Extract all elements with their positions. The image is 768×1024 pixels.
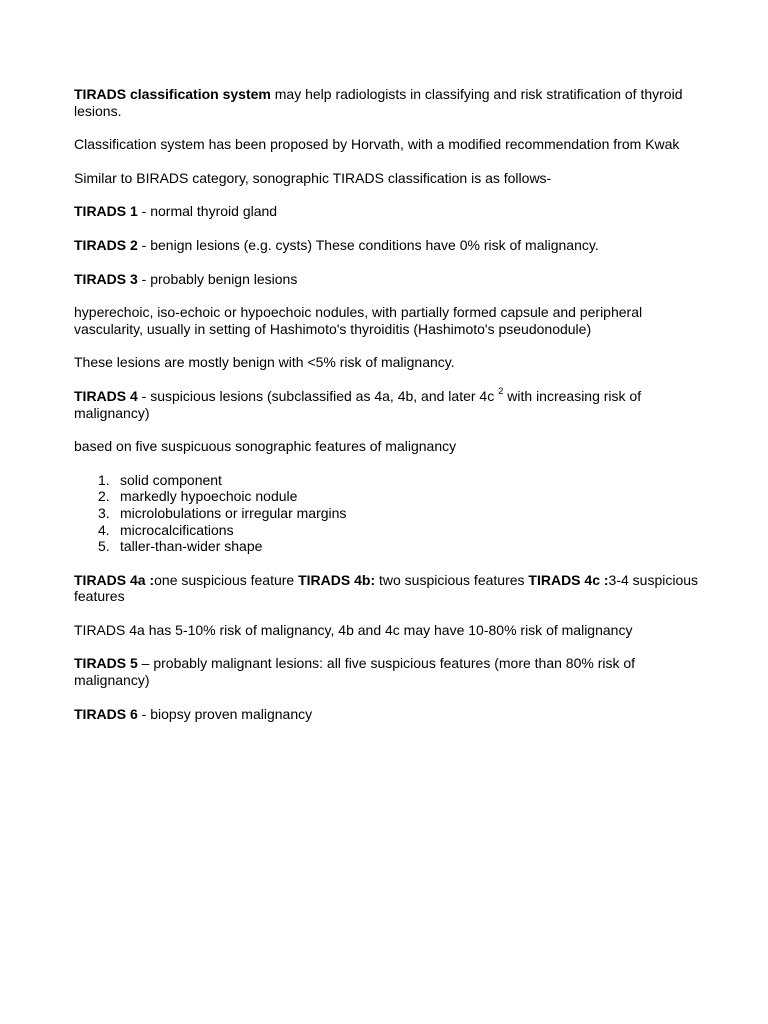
list-item-number: 5.: [98, 538, 110, 555]
tirads4c-text: 3-4 suspicious features: [74, 571, 699, 605]
tirads4b-label: TIRADS 4b:: [298, 571, 376, 588]
tirads4a-text: one suspicious feature: [154, 571, 299, 588]
list-item-text: microlobulations or irregular margins: [120, 504, 347, 521]
tirads1-text: - normal thyroid gland: [137, 203, 278, 220]
tirads4b-text: two suspicious features: [375, 571, 529, 588]
tirads4c-label: TIRADS 4c :: [528, 571, 609, 588]
list-item-text: microcalcifications: [120, 521, 234, 538]
tirads3-paragraph: [74, 271, 706, 288]
tirads6-paragraph: [74, 706, 706, 723]
document-page: [74, 86, 706, 739]
tirads6-text: - biopsy proven malignancy: [137, 705, 313, 722]
tirads4-paragraph: [74, 388, 706, 421]
list-item-number: 3.: [98, 504, 110, 521]
intro-text: may help radiologists in classifying and risk stratification of thyroid lesions.: [74, 86, 683, 119]
subclasses-paragraph: [74, 572, 706, 605]
list-item: [74, 522, 706, 539]
list-item-number: 2.: [98, 488, 110, 505]
list-item-number: 4.: [98, 521, 110, 538]
list-item-text: taller-than-wider shape: [120, 538, 263, 555]
proposed-paragraph: Classification system has been proposed by Horvath, with a modified recommendation from Kwak: [74, 136, 680, 153]
list-item: [74, 488, 706, 505]
list-item-text: solid component: [120, 471, 222, 488]
tirads4-reference: 2: [498, 386, 504, 398]
intro-paragraph: [74, 86, 706, 119]
tirads5-text: – probably malignant lesions: all five suspicious features (more than 80% risk of malignancy): [74, 655, 636, 689]
features-list: [74, 472, 706, 555]
list-item-number: 1.: [98, 471, 110, 488]
tirads5-paragraph: [74, 655, 706, 688]
features-intro: based on five suspicuous sonographic features of malignancy: [74, 438, 457, 455]
tirads4-text: - suspicious lesions (subclassified as 4a, 4b, and later 4c: [137, 387, 499, 404]
tirads2-label: TIRADS 2: [74, 236, 138, 253]
list-item: [74, 505, 706, 522]
tirads6-label: TIRADS 6: [74, 705, 138, 722]
tirads4-label: TIRADS 4: [74, 387, 138, 404]
tirads2-paragraph: [74, 237, 706, 254]
tirads1-paragraph: [74, 203, 706, 220]
tirads3-label: TIRADS 3: [74, 270, 138, 287]
tirads4-text-after: with increasing risk of malignancy): [74, 387, 642, 421]
tirads4a-label: TIRADS 4a :: [74, 571, 155, 588]
tirads5-label: TIRADS 5: [74, 655, 138, 672]
intro-bold-term: TIRADS classification system: [74, 86, 271, 102]
subclass-risk-paragraph: TIRADS 4a has 5-10% risk of malignancy, 4b and 4c may have 10-80% risk of malignancy: [74, 621, 633, 638]
tirads1-label: TIRADS 1: [74, 203, 138, 220]
list-item: [74, 472, 706, 489]
tirads3-risk: These lesions are mostly benign with <5% risk of malignancy.: [74, 354, 455, 371]
tirads3-description: hyperechoic, iso-echoic or hypoechoic nodules, with partially formed capsule and peripheral vascularity, usually in setting of Hashimoto's thyroiditis (Hashimoto's pseudonodule): [74, 304, 643, 337]
tirads2-text: - benign lesions (e.g. cysts) These conditions have 0% risk of malignancy.: [137, 236, 599, 253]
list-item-text: markedly hypoechoic nodule: [120, 488, 298, 505]
similar-paragraph: Similar to BIRADS category, sonographic TIRADS classification is as follows-: [74, 169, 552, 186]
list-item: [74, 538, 706, 555]
tirads3-text: - probably benign lesions: [137, 270, 298, 287]
